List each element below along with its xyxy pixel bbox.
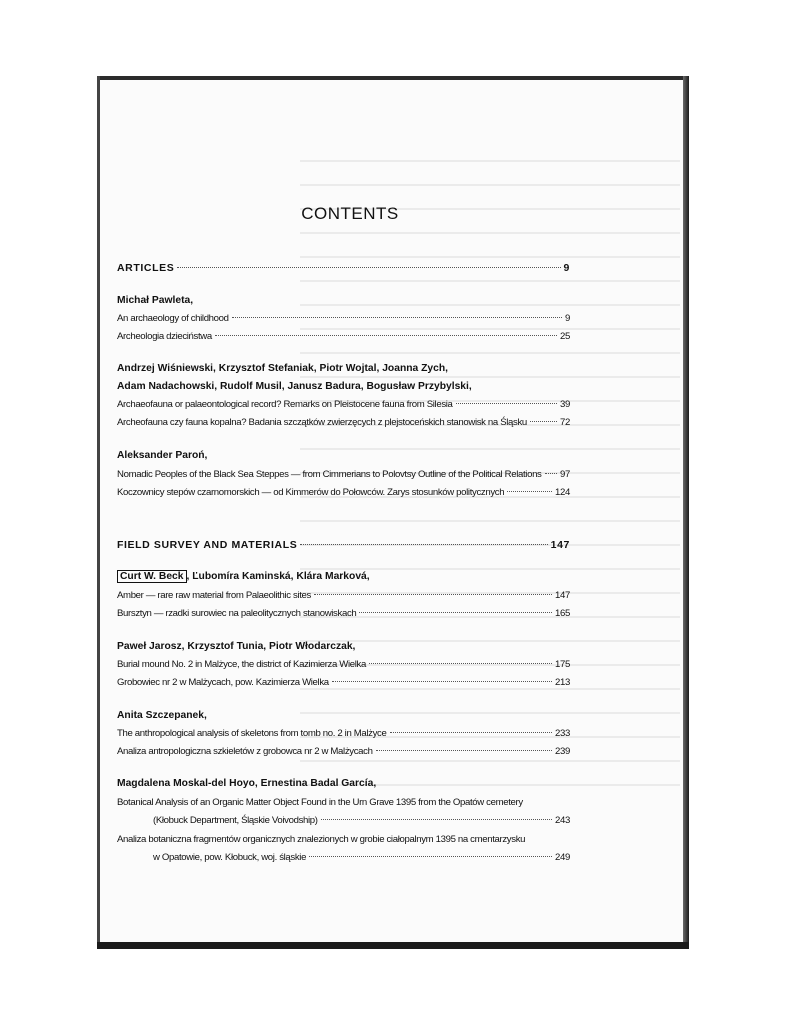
dot-leader [369, 663, 552, 664]
page-number: 9 [565, 313, 570, 324]
toc-entry [117, 746, 570, 757]
page-number: 249 [555, 852, 570, 863]
author-line [117, 571, 370, 582]
entry-title: Nomadic Peoples of the Black Sea Steppes — from Cimmerians to Polovtsy Outline of the Political Relations [117, 469, 542, 480]
author-line: Andrzej Wiśniewski, Krzysztof Stefaniak, Piotr Wojtal, Joanna Zych, [117, 363, 449, 374]
boxed-author-name: Curt W. Beck [117, 570, 187, 583]
dot-leader [390, 732, 553, 733]
toc-entry [117, 677, 570, 688]
page-number: 233 [555, 728, 570, 739]
toc-entry [117, 659, 570, 670]
page-number: 97 [560, 469, 570, 480]
entry-title: Analiza botaniczna fragmentów organicznych znalezionych w grobie ciałopalnym 1395 na cmentarzysku [117, 834, 526, 845]
entry-title-continued: w Opatowie, pow. Kłobuck, woj. śląskie [153, 852, 307, 863]
toc-entry [117, 469, 570, 480]
toc-entry [117, 399, 570, 410]
entry-title-continued: (Kłobuck Department, Śląskie Voivodship) [153, 815, 318, 826]
toc-entry [117, 417, 570, 428]
toc-entry [117, 590, 570, 601]
author-line: Paweł Jarosz, Krzysztof Tunia, Piotr Włodarczak, [117, 641, 356, 652]
dot-leader [232, 317, 562, 318]
dot-leader [507, 491, 552, 492]
dot-leader [332, 681, 552, 682]
entry-title: Koczownicy stepów czarnomorskich — od Kimmerów do Połowców. Zarys stosunków politycznych [117, 487, 505, 498]
dot-leader [300, 544, 547, 545]
page-number: 239 [555, 746, 570, 757]
entry-title: Archaeofauna or palaeontological record? Remarks on Pleistocene fauna from Silesia [117, 399, 453, 410]
section-label: ARTICLES [117, 262, 175, 274]
entry-title: Amber — rare raw material from Palaeolithic sites [117, 590, 311, 601]
page-edge-top [97, 76, 687, 80]
author-line: Adam Nadachowski, Rudolf Musil, Janusz Badura, Bogusław Przybylski, [117, 381, 472, 392]
entry-title: Burial mound No. 2 in Malżyce, the district of Kazimierza Wielka [117, 659, 366, 670]
page-title: CONTENTS [301, 204, 399, 223]
dot-leader [215, 335, 557, 336]
page-number: 72 [560, 417, 570, 428]
dot-leader [530, 421, 557, 422]
section-label: FIELD SURVEY AND MATERIALS [117, 539, 298, 551]
entry-title: Analiza antropologiczna szkieletów z grobowca nr 2 w Malżycach [117, 746, 373, 757]
dot-leader [314, 594, 552, 595]
dot-leader [456, 403, 557, 404]
toc-entry [117, 487, 570, 498]
entry-title: The anthropological analysis of skeletons from tomb no. 2 in Malżyce [117, 728, 387, 739]
dot-leader [545, 473, 558, 474]
entry-title: Archeofauna czy fauna kopalna? Badania szczątków zwierzęcych z plejstoceńskich stanowisk na Śląsku [117, 417, 527, 428]
entry-title: Botanical Analysis of an Organic Matter Object Found in the Urn Grave 1395 from the Opatów cemetery [117, 797, 523, 808]
page-number: 147 [550, 539, 570, 551]
dot-leader [177, 267, 560, 268]
toc-section-field-survey [117, 539, 570, 551]
toc-entry [117, 313, 570, 324]
toc-entry [153, 815, 570, 826]
page-number: 25 [560, 331, 570, 342]
page-number: 147 [555, 590, 570, 601]
page-number: 213 [555, 677, 570, 688]
entry-title: Grobowiec nr 2 w Malżycach, pow. Kazimierza Wielka [117, 677, 329, 688]
dot-leader [321, 819, 552, 820]
page-number: 124 [555, 487, 570, 498]
page-number: 165 [555, 608, 570, 619]
page-number: 9 [563, 262, 570, 274]
page-edge-bottom [97, 942, 689, 949]
author-line: Michał Pawleta, [117, 295, 194, 306]
toc-entry [117, 331, 570, 342]
toc-section-articles [117, 262, 570, 274]
dot-leader [376, 750, 552, 751]
author-names: , Ľubomíra Kaminská, Klára Marková, [186, 571, 370, 582]
entry-title: An archaeology of childhood [117, 313, 229, 324]
author-line: Aleksander Paroń, [117, 450, 208, 461]
toc-entry [117, 728, 570, 739]
entry-title: Bursztyn — rzadki surowiec na paleolitycznych stanowiskach [117, 608, 357, 619]
author-line: Anita Szczepanek, [117, 710, 207, 721]
toc-entry [117, 608, 570, 619]
toc-entry [153, 852, 570, 863]
dot-leader [309, 856, 552, 857]
entry-title: Archeologia dzieciństwa [117, 331, 212, 342]
page-number: 175 [555, 659, 570, 670]
author-line: Magdalena Moskal-del Hoyo, Ernestina Badal García, [117, 778, 377, 789]
dot-leader [359, 612, 552, 613]
page-number: 39 [560, 399, 570, 410]
page-number: 243 [555, 815, 570, 826]
